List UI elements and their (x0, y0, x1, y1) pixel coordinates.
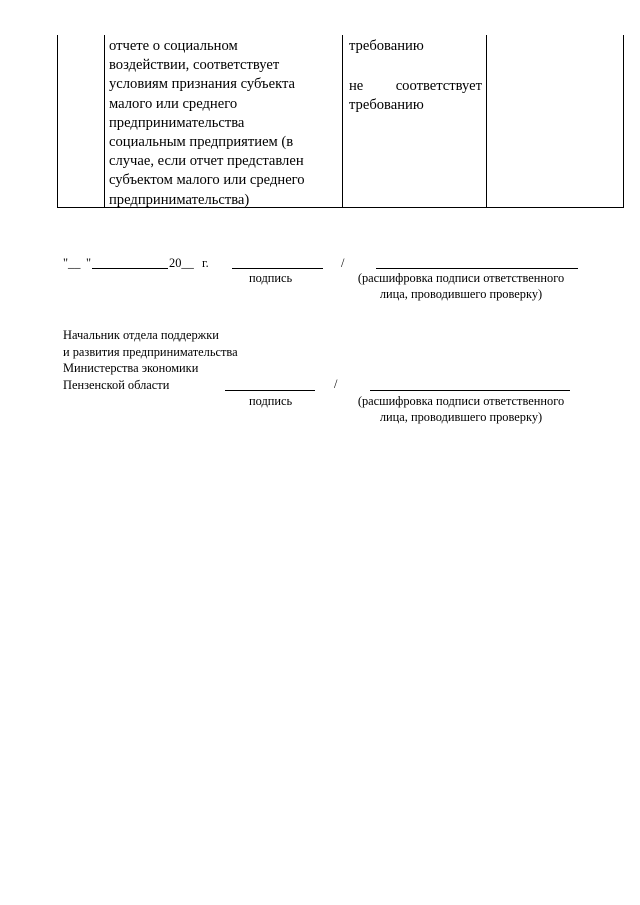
head-decode-label-line: лица, проводившего проверку) (379, 409, 543, 424)
criterion-line: воздействии, соответствует (109, 57, 280, 74)
date-year-suffix: г. (202, 256, 209, 270)
head-decode-line (370, 390, 570, 391)
option-not-complies-line1 (349, 77, 482, 96)
criterion-line: малого или среднего (109, 95, 238, 112)
decode-label-line: (расшифровка подписи ответственного (357, 271, 565, 285)
criterion-line: социальным предприятием (в (109, 134, 294, 151)
head-decode-label (336, 394, 586, 425)
head-title (63, 327, 238, 393)
option-word: не (349, 78, 364, 94)
head-signature-label: подпись (249, 394, 293, 408)
criterion-line: отчете о социальном (109, 38, 238, 54)
date-day-blank: __ (68, 256, 81, 270)
head-signature-line (225, 390, 315, 391)
decode-label-line: лица, проводившего проверку) (379, 286, 543, 301)
table-divider (342, 35, 343, 207)
option-not-complies-line2: требованию (349, 97, 424, 113)
decode-line (376, 268, 578, 269)
date-year: 20__ (169, 256, 194, 270)
head-title-line: Министерства экономики (63, 361, 199, 375)
criterion-cell (109, 37, 305, 210)
criteria-table (57, 35, 624, 208)
signature-line (232, 268, 323, 269)
table-divider (486, 35, 487, 207)
criterion-line: предпринимательства) (109, 191, 250, 208)
criterion-line: условиям признания субъекта (109, 76, 296, 93)
head-title-line: Начальник отдела поддержки (63, 328, 219, 342)
decode-label (336, 271, 586, 302)
criterion-line: субъектом малого или среднего (109, 172, 305, 189)
table-divider (104, 35, 105, 207)
separator-slash: / (341, 256, 345, 270)
head-separator-slash: / (334, 377, 338, 391)
date-quote-close: " (86, 256, 92, 270)
criterion-line: случае, если отчет представлен (109, 153, 304, 170)
option-word: соответствует (395, 78, 482, 94)
head-title-line: Пензенской области (63, 377, 170, 392)
criterion-line: предпринимательства (109, 114, 245, 131)
date-quote-open: " (63, 256, 69, 270)
head-decode-label-line: (расшифровка подписи ответственного (357, 394, 565, 408)
date-month-line (92, 268, 168, 269)
signature-label: подпись (249, 271, 293, 285)
head-title-line: и развития предпринимательства (63, 344, 238, 359)
option-complies: требованию (349, 38, 424, 54)
